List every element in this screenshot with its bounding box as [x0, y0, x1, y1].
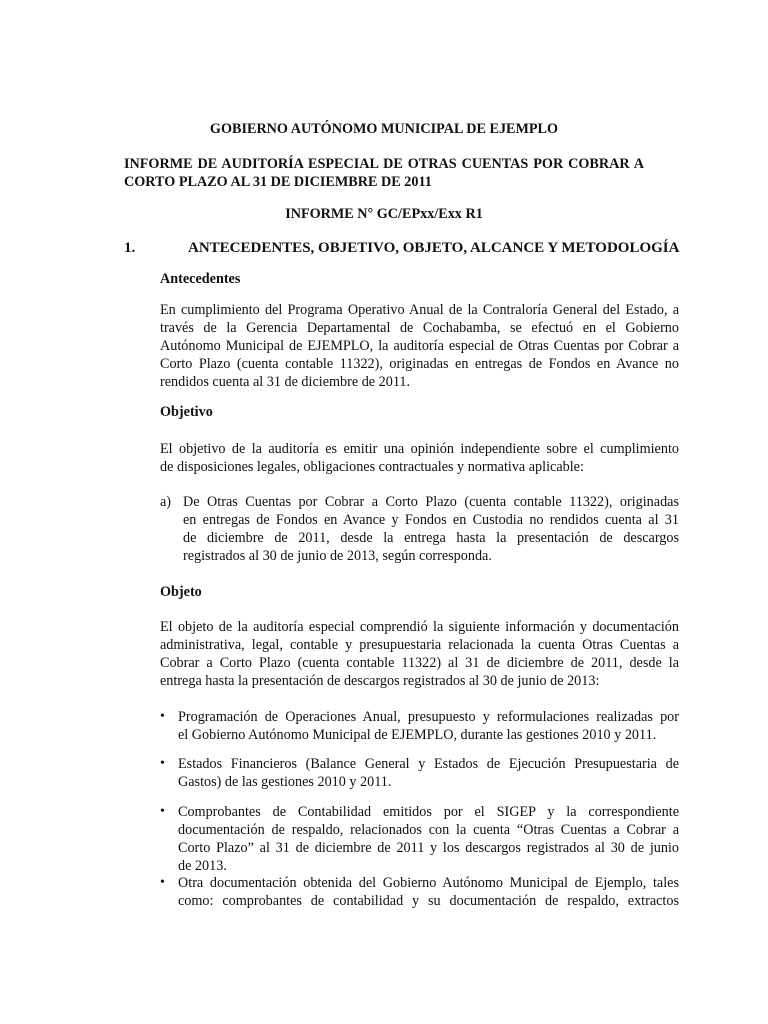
objetivo-line-1: El objetivo de la auditoría es emitir una opinión independiente sobre el cumplimiento: [160, 441, 679, 457]
bullet-marker: •: [160, 709, 165, 724]
antecedentes-line-3: Autónomo Municipal de EJEMPLO, la auditoría especial de Otras Cuentas por Cobrar a: [160, 338, 679, 354]
report-title-line-1: INFORME DE AUDITORÍA ESPECIAL DE OTRAS CUENTAS POR COBRAR A: [124, 156, 644, 172]
objetivo-item-line-3: de diciembre de 2011, desde la entrega hasta la presentación de descargos: [183, 530, 679, 546]
objeto-line-1: El objeto de la auditoría especial comprendió la siguiente información y documentación: [160, 619, 679, 635]
bullet-marker: •: [160, 875, 165, 890]
antecedentes-line-5: rendidos cuenta al 31 de diciembre de 2011.: [160, 374, 411, 390]
bullet-1-line-1: Programación de Operaciones Anual, presupuesto y reformulaciones realizadas por: [178, 709, 679, 725]
bullet-4-line-2: como: comprobantes de contabilidad y su documentación de respaldo, extractos: [178, 893, 679, 909]
bullet-3-line-2: documentación de respaldo, relacionados con la cuenta “Otras Cuentas a Cobrar a: [178, 822, 679, 838]
objetivo-item-line-2: en entregas de Fondos en Avance y Fondos en Custodia no rendidos cuenta al 31: [183, 512, 679, 528]
antecedentes-line-1: En cumplimiento del Programa Operativo Anual de la Contraloría General del Estado, a: [160, 302, 679, 318]
bullet-marker: •: [160, 804, 165, 819]
institution-name: GOBIERNO AUTÓNOMO MUNICIPAL DE EJEMPLO: [209, 121, 559, 137]
report-number: INFORME N° GC/EPxx/Exx R1: [285, 206, 483, 222]
objeto-line-3: Cobrar a Corto Plazo (cuenta contable 11322) al 31 de diciembre de 2011, desde la: [160, 655, 679, 671]
bullet-3-line-3: Corto Plazo” al 31 de diciembre de 2011 y los descargos registrados al 30 de junio: [178, 840, 679, 856]
section-number: 1.: [124, 240, 136, 256]
antecedentes-line-2: través de la Gerencia Departamental de Cochabamba, se efectuó en el Gobierno: [160, 320, 679, 336]
bullet-4-line-1: Otra documentación obtenida del Gobierno Autónomo Municipal de Ejemplo, tales: [178, 875, 679, 891]
objetivo-line-2: de disposiciones legales, obligaciones contractuales y normativa aplicable:: [160, 459, 584, 475]
report-title-line-2: CORTO PLAZO AL 31 DE DICIEMBRE DE 2011: [124, 174, 432, 190]
bullet-2-line-2: Gastos) de las gestiones 2010 y 2011.: [178, 774, 392, 790]
bullet-2-line-1: Estados Financieros (Balance General y Estados de Ejecución Presupuestaria de: [178, 756, 679, 772]
antecedentes-line-4: Corto Plazo (cuenta contable 11322), originadas en entregas de Fondos en Avance no: [160, 356, 679, 372]
objetivo-item-line-4: registrados al 30 de junio de 2013, según corresponda.: [183, 548, 492, 564]
section-heading: ANTECEDENTES, OBJETIVO, OBJETO, ALCANCE Y METODOLOGÍA: [188, 240, 680, 256]
objetivo-heading: Objetivo: [160, 404, 213, 420]
bullet-1-line-2: el Gobierno Autónomo Municipal de EJEMPLO, durante las gestiones 2010 y 2011.: [178, 727, 657, 743]
objetivo-item-marker: a): [160, 494, 172, 510]
antecedentes-heading: Antecedentes: [160, 271, 241, 287]
bullet-marker: •: [160, 756, 165, 771]
bullet-3-line-1: Comprobantes de Contabilidad emitidos por el SIGEP y la correspondiente: [178, 804, 679, 820]
objeto-heading: Objeto: [160, 584, 202, 600]
objeto-line-2: administrativa, legal, contable y presupuestaria relacionada la cuenta Otras Cuentas a: [160, 637, 679, 653]
objetivo-item-line-1: De Otras Cuentas por Cobrar a Corto Plazo (cuenta contable 11322), originadas: [183, 494, 679, 510]
objeto-line-4: entrega hasta la presentación de descargos registrados al 30 de junio de 2013:: [160, 673, 600, 689]
bullet-3-line-4: de 2013.: [178, 858, 227, 874]
